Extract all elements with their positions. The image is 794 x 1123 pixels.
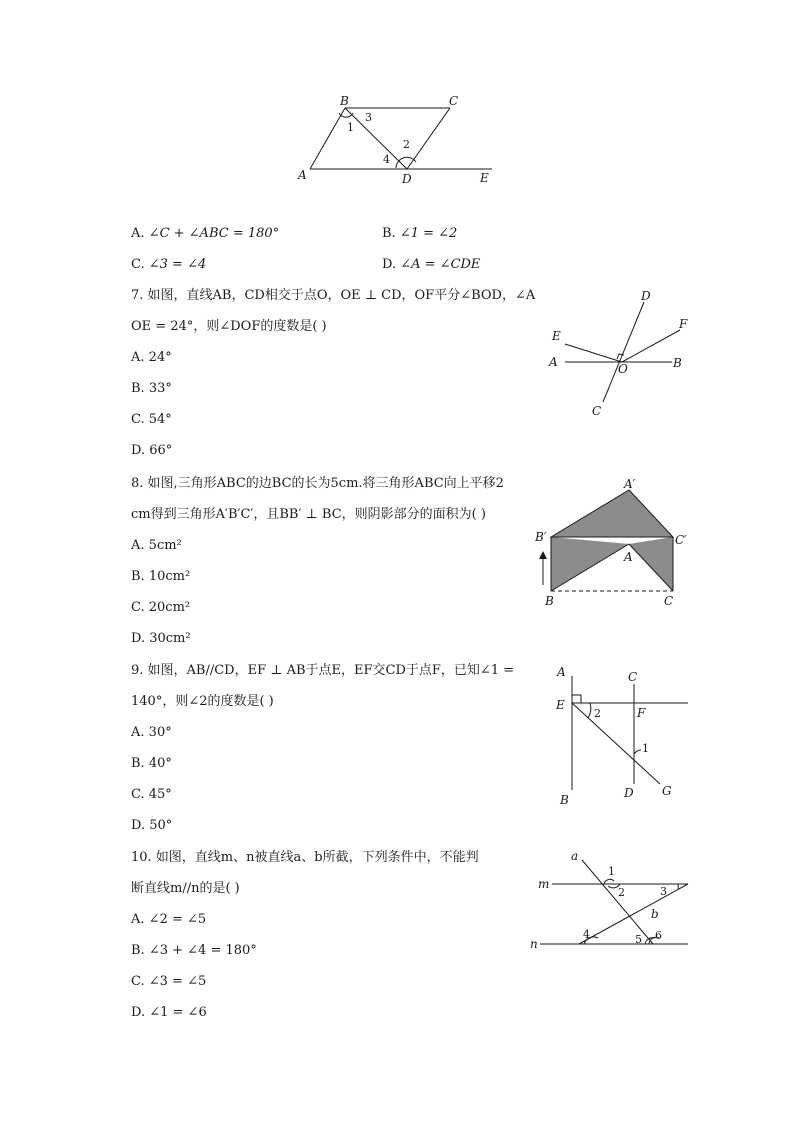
q7-label-A: A [549, 355, 558, 369]
option-text: ∠2 = ∠5 [148, 912, 207, 927]
option-text: 30cm² [149, 631, 191, 646]
option-letter: D. [131, 631, 146, 646]
option-text: 24° [148, 350, 172, 365]
q8-label-A1: A′ [624, 477, 636, 491]
q9-stem-line1: 9. 如图，AB//CD，EF ⊥ AB于点E，EF交CD于点F，已知∠1 = [131, 663, 515, 678]
q9-option-a[interactable] [131, 725, 172, 741]
q10-stem-line1: 10. 如图，直线m、n被直线a、b所截，下列条件中，不能判 [131, 850, 479, 865]
q7-label-B: B [673, 356, 682, 370]
q8-arrow-head [539, 551, 547, 559]
option-text: 10cm² [148, 569, 191, 584]
q9-label-A: A [557, 665, 566, 679]
option-letter: A. [131, 725, 145, 740]
q8-shapes [539, 490, 673, 591]
q10-label-m: m [538, 877, 550, 891]
q7-option-d[interactable] [131, 443, 172, 459]
q10-option-b[interactable] [131, 943, 257, 959]
q8-option-a[interactable] [131, 538, 182, 554]
q6-label-B: B [340, 94, 349, 108]
option-text: ∠3 + ∠4 = 180° [148, 943, 257, 958]
option-text: 54° [148, 412, 172, 427]
q8-option-d[interactable] [131, 631, 191, 647]
option-letter: B. [131, 943, 145, 958]
q9-angle-1: 1 [642, 742, 649, 755]
q10-label-a: a [571, 849, 579, 863]
option-text: ∠1 = ∠6 [149, 1005, 207, 1020]
q10-angle-1: 1 [608, 865, 615, 878]
q10-angle-2: 2 [618, 886, 625, 899]
q10-stem-line2: 断直线m//n的是( ) [131, 881, 240, 896]
q8-label-B1: B′ [535, 530, 547, 544]
q7-stem-line2: OE = 24°，则∠DOF的度数是( ) [131, 319, 327, 334]
q8-shaded-lower [551, 537, 629, 591]
q6-figure [295, 92, 505, 187]
q9-label-G: G [662, 784, 672, 798]
q6-label-A: A [298, 168, 307, 182]
q7-label-C: C [592, 404, 602, 418]
option-text: 33° [148, 381, 172, 396]
q8-option-c[interactable] [131, 600, 190, 616]
option-text: 40° [148, 756, 172, 771]
q10-figure [528, 848, 693, 953]
q9-stem-line2: 140°，则∠2的度数是( ) [131, 694, 274, 709]
q6-option-a[interactable] [131, 226, 279, 242]
q9-label-E: E [556, 698, 565, 712]
q9-lines [572, 676, 688, 790]
q7-option-a[interactable] [131, 350, 172, 366]
option-letter: D. [131, 818, 146, 833]
q9-label-B: B [560, 793, 569, 807]
option-letter: C. [131, 974, 145, 989]
q8-label-B: B [545, 594, 554, 608]
q9-label-F: F [637, 706, 646, 720]
q8-label-A: A [624, 550, 633, 564]
option-letter: B. [131, 569, 145, 584]
option-letter: B. [382, 226, 396, 241]
q10-angle-3: 3 [660, 885, 667, 898]
q9-label-D: D [624, 786, 634, 800]
q8-label-C: C [664, 594, 674, 608]
q9-figure [552, 662, 692, 810]
q10-label-n: n [530, 937, 538, 951]
option-letter: C. [131, 787, 145, 802]
q7-label-F: F [679, 317, 688, 331]
q6-angle-3: 3 [365, 111, 372, 124]
q6-label-D: D [402, 172, 412, 186]
option-text: ∠3 = ∠5 [148, 974, 207, 989]
q7-lines [565, 302, 680, 402]
option-text: 5cm² [148, 538, 182, 553]
q7-label-O: O [618, 362, 628, 376]
q9-angle-2: 2 [594, 707, 601, 720]
q10-option-c[interactable] [131, 974, 206, 990]
option-text: ∠3 = ∠4 [148, 257, 207, 272]
option-text: ∠1 = ∠2 [399, 226, 458, 241]
q7-label-E: E [552, 329, 561, 343]
option-text: 45° [148, 787, 172, 802]
option-text: 20cm² [148, 600, 191, 615]
q8-option-b[interactable] [131, 569, 190, 585]
option-text: ∠A = ∠CDE [400, 257, 481, 272]
option-letter: B. [131, 381, 145, 396]
option-letter: A. [131, 912, 145, 927]
q9-option-b[interactable] [131, 756, 172, 772]
q6-angle-4: 4 [383, 153, 390, 166]
q7-stem-line1: 7. 如图，直线AB，CD相交于点O，OE ⊥ CD，OF平分∠BOD，∠A [131, 288, 536, 303]
q6-lines [310, 108, 492, 169]
q8-stem-line2: cm得到三角形A′B′C′，且BB′ ⊥ BC，则阴影部分的面积为( ) [131, 507, 486, 522]
q6-option-b[interactable] [382, 226, 457, 242]
q6-option-d[interactable] [382, 257, 480, 273]
q7-label-D: D [641, 289, 651, 303]
option-text: ∠C + ∠ABC = 180° [148, 226, 280, 241]
q6-label-E: E [480, 171, 489, 185]
q10-angle-6: 6 [655, 929, 662, 942]
option-letter: D. [131, 443, 146, 458]
option-letter: A. [131, 350, 145, 365]
option-letter: D. [131, 1005, 146, 1020]
option-letter: C. [131, 600, 145, 615]
option-text: 30° [148, 725, 172, 740]
option-letter: D. [382, 257, 397, 272]
option-text: 66° [149, 443, 173, 458]
q6-angle-2: 2 [403, 138, 410, 151]
option-letter: B. [131, 756, 145, 771]
q7-option-c[interactable] [131, 412, 172, 428]
option-text: 50° [149, 818, 173, 833]
q9-option-d[interactable] [131, 818, 172, 834]
q9-label-C: C [628, 670, 638, 684]
option-letter: C. [131, 412, 145, 427]
q10-option-d[interactable] [131, 1005, 207, 1021]
q6-label-C: C [449, 94, 459, 108]
q8-shaded-lower-right [629, 537, 673, 591]
q7-option-b[interactable] [131, 381, 172, 397]
q9-option-c[interactable] [131, 787, 172, 803]
q8-label-C1: C′ [675, 533, 687, 547]
q6-option-c[interactable] [131, 257, 206, 273]
q10-label-b: b [651, 907, 659, 921]
q10-angle-4: 4 [583, 928, 590, 941]
q7-figure [545, 288, 695, 420]
option-letter: A. [131, 538, 145, 553]
q8-figure [530, 473, 695, 613]
q10-option-a[interactable] [131, 912, 206, 928]
q8-shaded-upper [551, 490, 673, 537]
q8-stem-line1: 8. 如图,三角形ABC的边BC的长为5cm.将三角形ABC向上平移2 [131, 476, 504, 491]
q6-angle-1: 1 [347, 121, 354, 134]
option-letter: C. [131, 257, 145, 272]
option-letter: A. [131, 226, 145, 241]
q10-angle-5: 5 [635, 933, 642, 946]
